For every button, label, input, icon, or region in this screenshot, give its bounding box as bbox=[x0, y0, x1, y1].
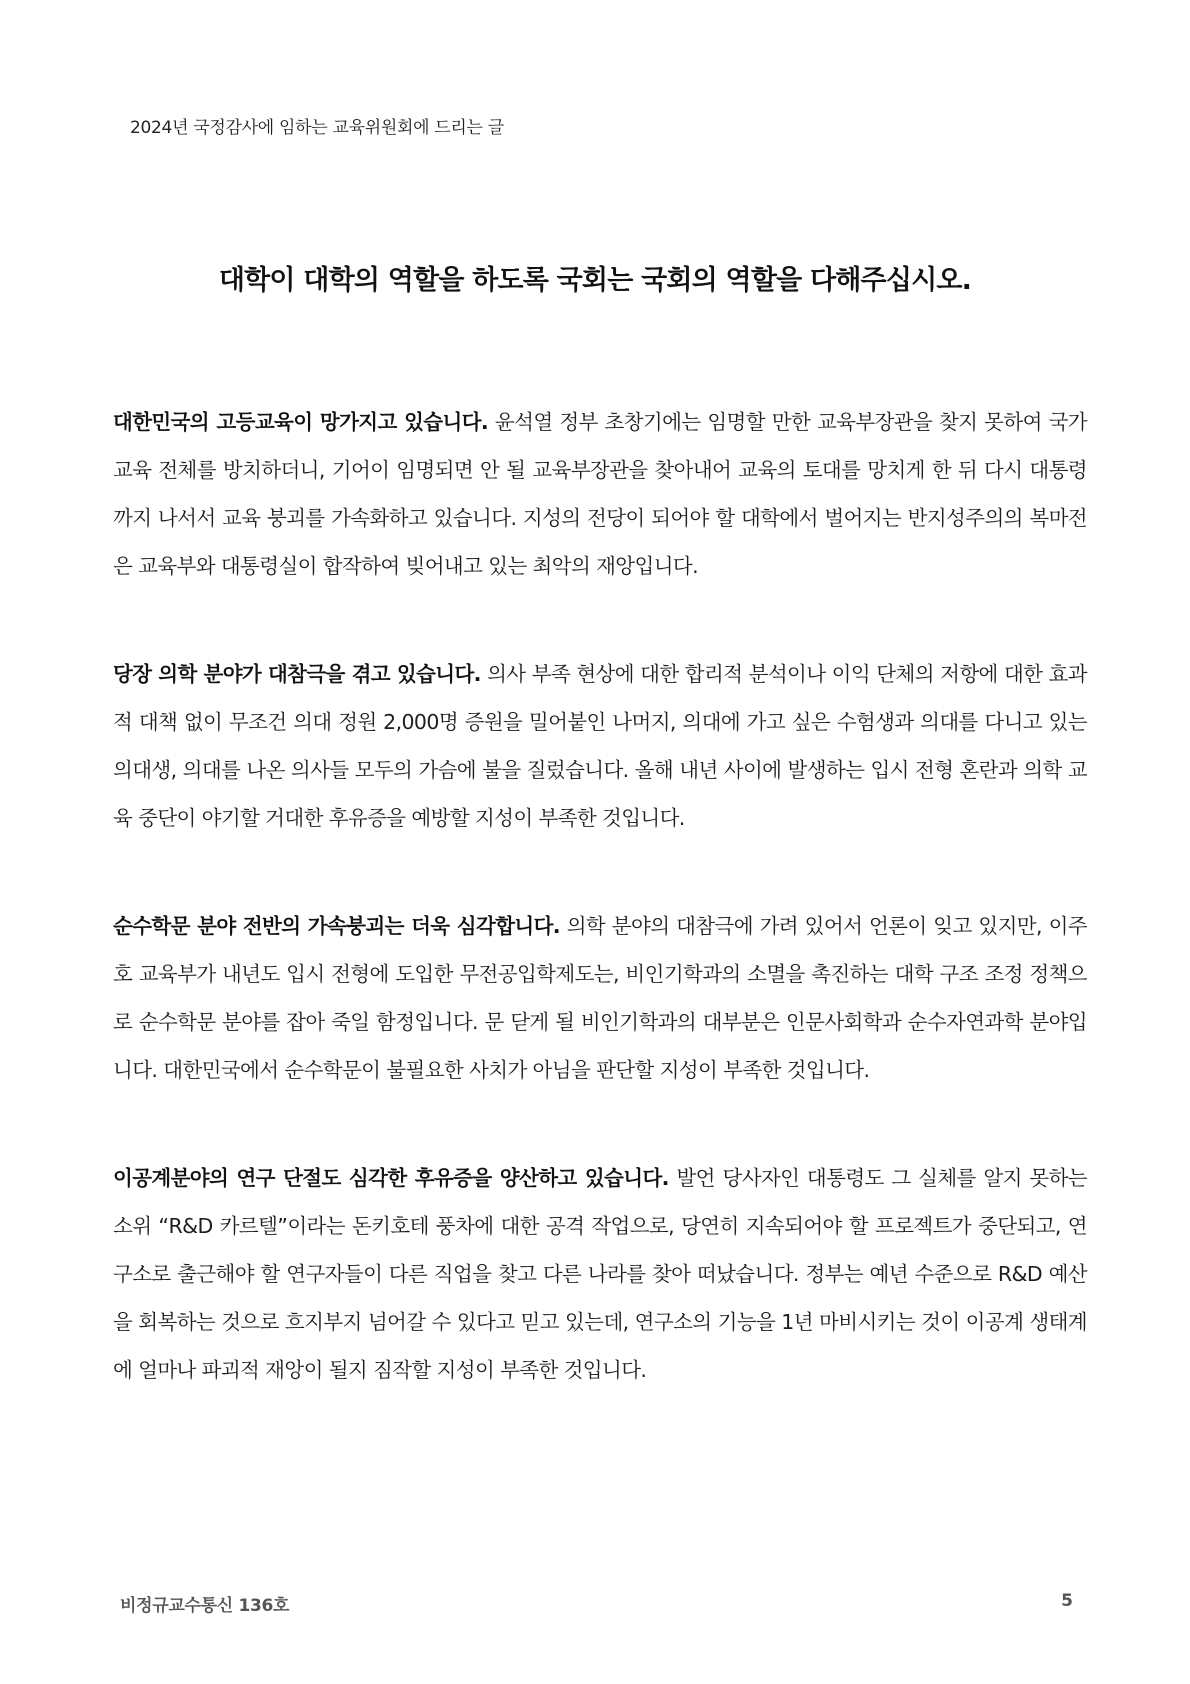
paragraph-medical-field bbox=[113, 650, 1087, 842]
paragraph-pure-sciences bbox=[113, 902, 1087, 1094]
page-number: 5 bbox=[1061, 1591, 1073, 1611]
paragraph-lead: 순수학문 분야 전반의 가속붕괴는 더욱 심각합니다. bbox=[113, 914, 560, 938]
article-body bbox=[113, 398, 1087, 1454]
paragraph-text: 윤석열 정부 초창기에는 임명할 만한 교육부장관을 찾지 못하여 국가 교육 전체를 방치하더니, 기어이 임명되면 안 될 교육부장관을 찾아내어 교육의 토대를 망치게 한 뒤 다시 대통령까지 나서서 교육 붕괴를 가속화하고 있습니다. 지성의 전당이 되어야 할 대학에서 벌어지는 반지성주의의 복마전은 교육부와 대통령실이 합작하여 빚어내고 있는 최악의 재앙입니다. bbox=[113, 410, 1087, 578]
publication-name: 비정규교수통신 136호 bbox=[120, 1596, 290, 1616]
paragraph-lead: 대한민국의 고등교육이 망가지고 있습니다. bbox=[113, 410, 489, 434]
document-title: 대학이 대학의 역할을 하도록 국회는 국회의 역할을 다해주십시오. bbox=[218, 265, 972, 296]
paragraph-lead: 당장 의학 분야가 대참극을 겪고 있습니다. bbox=[113, 662, 481, 686]
paragraph-text: 의학 분야의 대참극에 가려 있어서 언론이 잊고 있지만, 이주호 교육부가 내년도 입시 전형에 도입한 무전공입학제도는, 비인기학과의 소멸을 촉진하는 대학 구조 조정 정책으로 순수학문 분야를 잡아 죽일 함정입니다. 문 닫게 될 비인기학과의 대부분은 인문사회학과 순수자연과학 분야입니다. 대한민국에서 순수학문이 불필요한 사치가 아님을 판단할 지성이 부족한 것입니다. bbox=[113, 914, 1087, 1082]
paragraph-higher-education bbox=[113, 398, 1087, 590]
paragraph-text: 의사 부족 현상에 대한 합리적 분석이나 이익 단체의 저항에 대한 효과적 대책 없이 무조건 의대 정원 2,000명 증원을 밀어붙인 나머지, 의대에 가고 싶은 수험생과 의대를 다니고 있는 의대생, 의대를 나온 의사들 모두의 가슴에 불을 질렀습니다. 올해 내년 사이에 발생하는 입시 전형 혼란과 의학 교육 중단이 야기할 거대한 후유증을 예방할 지성이 부족한 것입니다. bbox=[113, 662, 1087, 830]
running-header: 2024년 국정감사에 임하는 교육위원회에 드리는 글 bbox=[130, 118, 504, 138]
paragraph-science-engineering bbox=[113, 1154, 1087, 1394]
paragraph-text: 발언 당사자인 대통령도 그 실체를 알지 못하는 소위 “R&D 카르텔”이라는 돈키호테 풍차에 대한 공격 작업으로, 당연히 지속되어야 할 프로젝트가 중단되고, 연구소로 출근해야 할 연구자들이 다른 직업을 찾고 다른 나라를 찾아 떠났습니다. 정부는 예년 수준으로 R&D 예산을 회복하는 것으로 흐지부지 넘어갈 수 있다고 믿고 있는데, 연구소의 기능을 1년 마비시키는 것이 이공계 생태계에 얼마나 파괴적 재앙이 될지 짐작할 지성이 부족한 것입니다. bbox=[113, 1166, 1087, 1382]
paragraph-lead: 이공계분야의 연구 단절도 심각한 후유증을 양산하고 있습니다. bbox=[113, 1166, 669, 1190]
